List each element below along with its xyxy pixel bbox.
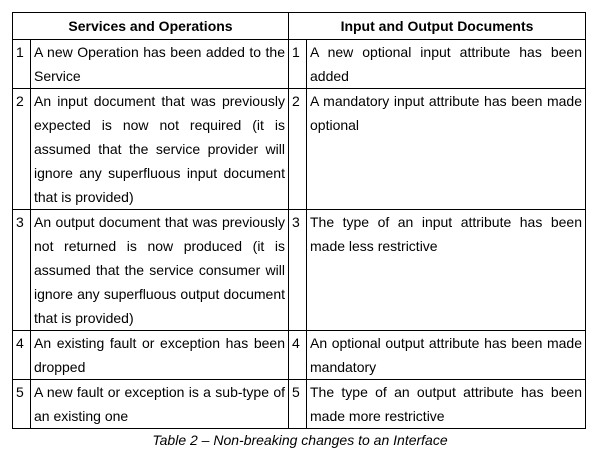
- non-breaking-changes-table: [12, 12, 586, 429]
- row-number-right: 3: [289, 210, 307, 331]
- column-header-services-and-operations: Services and Operations: [13, 13, 289, 40]
- input-output-documents-cell: The type of an output attribute has been made more restrictive: [307, 380, 586, 429]
- column-header-input-and-output-documents: Input and Output Documents: [289, 13, 586, 40]
- input-output-documents-cell: A mandatory input attribute has been made optional: [307, 89, 586, 210]
- input-output-documents-cell: A new optional input attribute has been added: [307, 40, 586, 89]
- services-operations-cell: An existing fault or exception has been dropped: [31, 331, 289, 380]
- row-number-left: 4: [13, 331, 31, 380]
- row-number-left: 3: [13, 210, 31, 331]
- row-number-right: 1: [289, 40, 307, 89]
- row-number-left: 1: [13, 40, 31, 89]
- table-header-row: [13, 13, 586, 40]
- services-operations-cell: A new fault or exception is a sub-type of an existing one: [31, 380, 289, 429]
- row-number-left: 2: [13, 89, 31, 210]
- table-row: [13, 210, 586, 331]
- table-row: [13, 380, 586, 429]
- input-output-documents-cell: An optional output attribute has been made mandatory: [307, 331, 586, 380]
- table-row: [13, 331, 586, 380]
- services-operations-cell: An output document that was previously not returned is now produced (it is assumed that the service consumer will ignore any superfluous output document that is provided): [31, 210, 289, 331]
- input-output-documents-cell: The type of an input attribute has been made less restrictive: [307, 210, 586, 331]
- row-number-right: 4: [289, 331, 307, 380]
- table-row: [13, 89, 586, 210]
- table-caption: Table 2 – Non-breaking changes to an Interface: [152, 432, 448, 448]
- row-number-left: 5: [13, 380, 31, 429]
- services-operations-cell: A new Operation has been added to the Service: [31, 40, 289, 89]
- row-number-right: 2: [289, 89, 307, 210]
- row-number-right: 5: [289, 380, 307, 429]
- services-operations-cell: An input document that was previously expected is now not required (it is assumed that the service provider will ignore any superfluous input document that is provided): [31, 89, 289, 210]
- table-row: [13, 40, 586, 89]
